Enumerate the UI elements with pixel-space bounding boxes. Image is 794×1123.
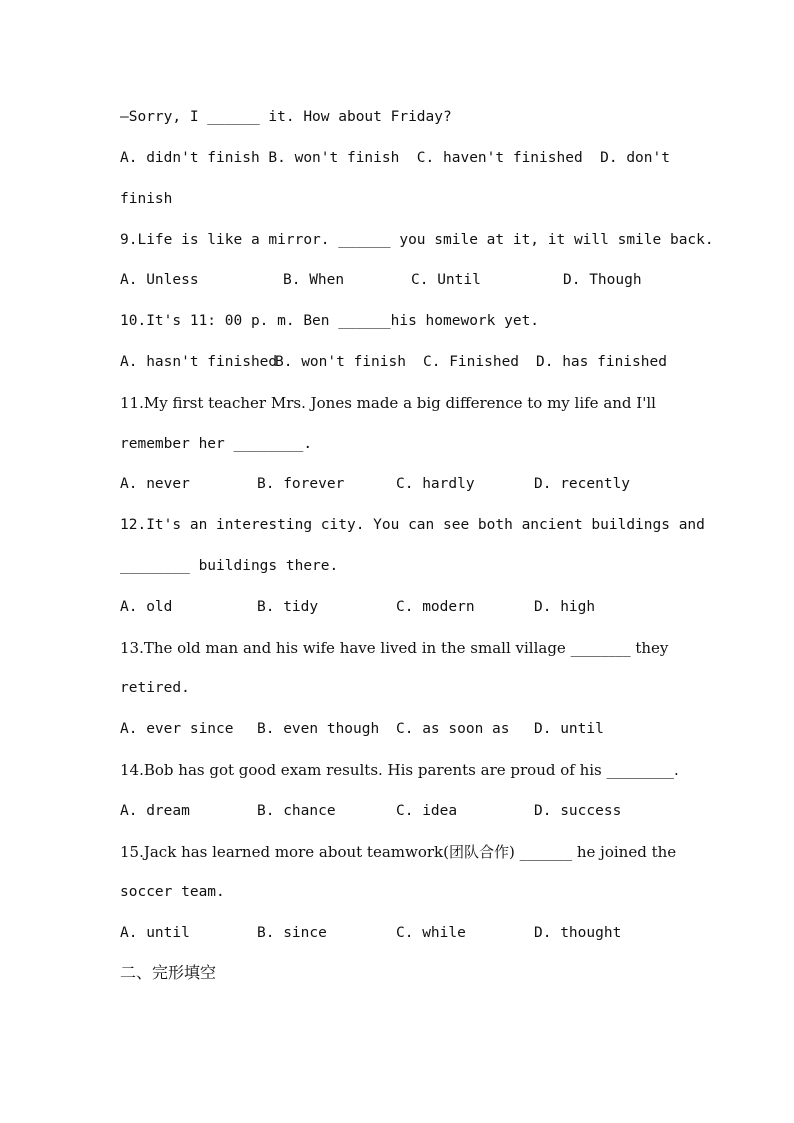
q12-stem-line2: ________ buildings there. (120, 558, 339, 574)
q12-options (120, 597, 720, 617)
q8-options-wrap: finish (120, 191, 173, 207)
q14-option-b: B. chance (257, 803, 336, 819)
q14-stem: 14.Bob has got good exam results. His parents are proud of his _________. (120, 761, 679, 779)
q15-option-c: C. while (396, 925, 466, 941)
q11-stem-line2: remember her ________. (120, 436, 313, 452)
q11-options (120, 474, 720, 494)
q9-option-d: D. Though (563, 272, 642, 288)
q14-option-d: D. success (534, 803, 622, 819)
q14-option-a: A. dream (120, 803, 190, 819)
q15-stem-line2: soccer team. (120, 884, 225, 900)
q10-options (120, 352, 720, 372)
q10-option-a: A. hasn't finished (120, 354, 278, 370)
q9-option-b: B. When (283, 272, 345, 288)
q10-option-c: C. Finished (423, 354, 520, 370)
section-heading-cloze: 二、完形填空 (120, 963, 217, 982)
q13-stem-line2: retired. (120, 680, 190, 696)
q12-option-a: A. old (120, 599, 173, 615)
q11-option-c: C. hardly (396, 476, 475, 492)
q12-stem-line1: 12.It's an interesting city. You can see both ancient buildings and (120, 517, 705, 533)
q8-options: A. didn't finish B. won't finish C. haven't finished D. don't (120, 150, 670, 166)
q14-options (120, 801, 720, 821)
q13-stem-line1: 13.The old man and his wife have lived in the small village ________ they (120, 639, 669, 657)
q13-option-a: A. ever since (120, 721, 234, 737)
q10-option-d: D. has finished (536, 354, 667, 370)
q13-options (120, 719, 720, 739)
q9-option-a: A. Unless (120, 272, 199, 288)
q10-stem: 10.It's 11: 00 p. m. Ben ______his homework yet. (120, 313, 540, 329)
q11-stem-line1: 11.My first teacher Mrs. Jones made a big difference to my life and I'll (120, 394, 656, 412)
q14-option-c: C. idea (396, 803, 458, 819)
q11-option-a: A. never (120, 476, 190, 492)
q15-stem-line1: 15.Jack has learned more about teamwork(团队合作) _______ he joined the (120, 843, 677, 861)
q12-option-c: C. modern (396, 599, 475, 615)
q11-option-b: B. forever (257, 476, 345, 492)
q15-option-b: B. since (257, 925, 327, 941)
q12-option-d: D. high (534, 599, 596, 615)
q12-option-b: B. tidy (257, 599, 319, 615)
q13-option-b: B. even though (257, 721, 380, 737)
q10-option-b: B. won't finish (275, 354, 406, 370)
q9-option-c: C. Until (411, 272, 481, 288)
q13-option-d: D. until (534, 721, 604, 737)
q9-stem: 9.Life is like a mirror. ______ you smile at it, it will smile back. (120, 232, 714, 248)
q15-options (120, 923, 720, 943)
q13-option-c: C. as soon as (396, 721, 510, 737)
q9-options (120, 270, 720, 290)
q15-option-d: D. thought (534, 925, 622, 941)
q11-option-d: D. recently (534, 476, 631, 492)
q15-option-a: A. until (120, 925, 190, 941)
q8-stem: —Sorry, I ______ it. How about Friday? (120, 109, 452, 125)
